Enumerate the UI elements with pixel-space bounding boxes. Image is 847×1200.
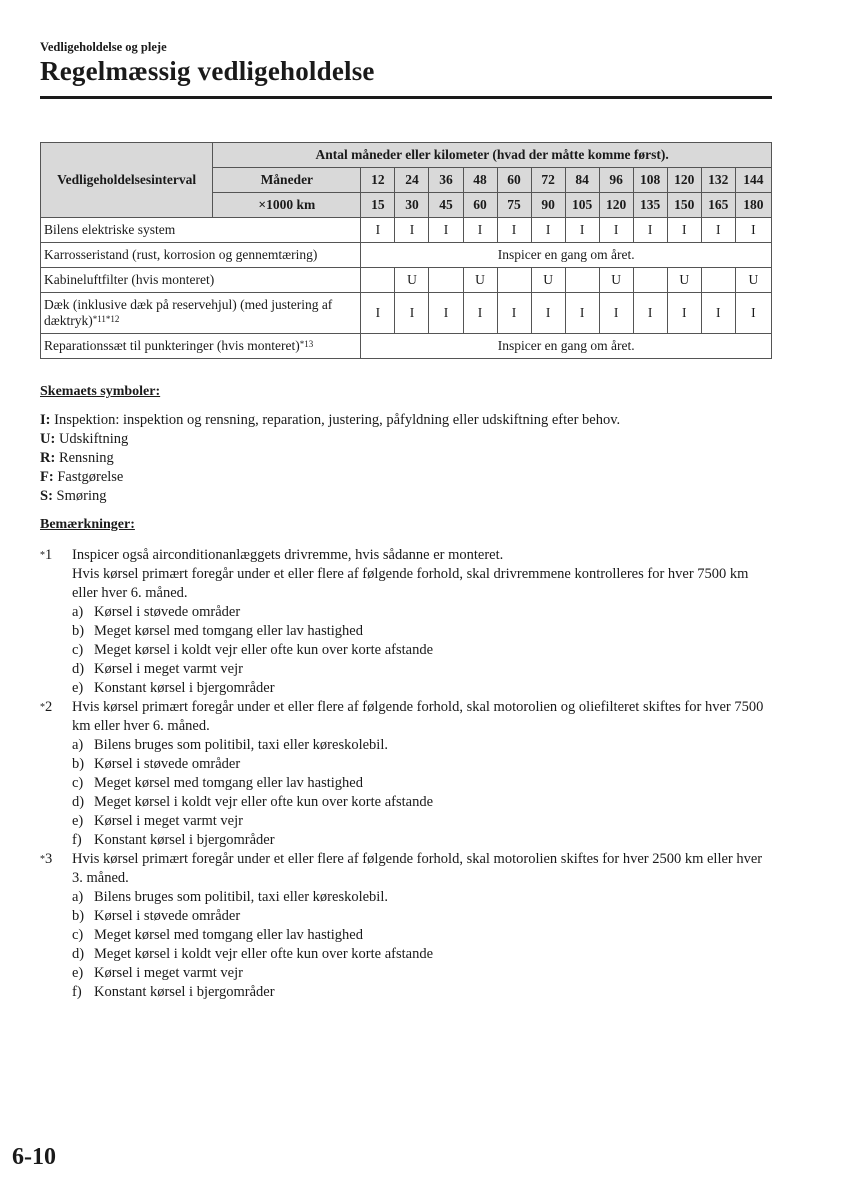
month-header: 60 <box>497 168 531 193</box>
schedule-cell: U <box>463 268 497 293</box>
subitem-text: Meget kørsel i koldt vejr eller ofte kun over korte afstande <box>94 794 434 810</box>
subitem-letter: d) <box>72 946 85 962</box>
months-label: Måneder <box>213 168 361 193</box>
schedule-cell: I <box>429 218 463 243</box>
subitem-text: Meget kørsel i koldt vejr eller ofte kun over korte afstande <box>94 642 434 658</box>
schedule-cell: I <box>599 218 633 243</box>
month-header: 132 <box>701 168 735 193</box>
note-number: 1 <box>45 547 53 563</box>
km-header: 120 <box>599 193 633 218</box>
month-header: 84 <box>565 168 599 193</box>
note-subitem <box>72 812 775 831</box>
subitem-letter: a) <box>72 737 84 753</box>
note-subitem <box>72 983 775 1002</box>
row-footnote-ref: *13 <box>299 339 314 349</box>
note-number: 2 <box>45 699 53 715</box>
subitem-text: Bilens bruges som politibil, taxi eller køreskolebil. <box>94 737 388 753</box>
schedule-cell: I <box>463 293 497 334</box>
table-row <box>41 218 772 243</box>
km-header: 30 <box>395 193 429 218</box>
symbol-item <box>40 487 780 506</box>
km-header: 90 <box>531 193 565 218</box>
note-line: Hvis kørsel primært foregår under et eller flere af følgende forhold, skal motorolien og oliefilteret skiftes for hver 7500 km eller hver 6. måned. <box>72 699 764 734</box>
schedule-cell: U <box>599 268 633 293</box>
note-asterisk: * <box>40 550 45 561</box>
subitem-letter: c) <box>72 775 84 791</box>
title-rule <box>40 96 772 99</box>
schedule-cell <box>633 268 667 293</box>
schedule-cell: I <box>565 293 599 334</box>
subitem-text: Konstant kørsel i bjergområder <box>94 832 275 848</box>
note-subitem <box>72 926 775 945</box>
km-header: 150 <box>667 193 701 218</box>
subitem-text: Kørsel i støvede områder <box>94 908 241 924</box>
note-marker <box>40 546 52 565</box>
month-header: 48 <box>463 168 497 193</box>
symbol-text: Udskiftning <box>55 431 129 447</box>
month-header: 144 <box>735 168 771 193</box>
row-item-label <box>41 334 361 359</box>
schedule-cell: U <box>735 268 771 293</box>
symbol-text: Fastgørelse <box>53 469 124 485</box>
km-header: 105 <box>565 193 599 218</box>
note-subitem <box>72 888 775 907</box>
subitem-text: Kørsel i støvede områder <box>94 604 241 620</box>
note-subitem <box>72 964 775 983</box>
table-row <box>41 243 772 268</box>
subitem-letter: d) <box>72 794 85 810</box>
schedule-cell: I <box>531 218 565 243</box>
subitem-text: Meget kørsel i koldt vejr eller ofte kun over korte afstande <box>94 946 434 962</box>
km-header: 180 <box>735 193 771 218</box>
schedule-cell: I <box>361 218 395 243</box>
note-item <box>40 546 775 698</box>
subitem-text: Kørsel i meget varmt vejr <box>94 965 243 981</box>
schedule-cell: U <box>531 268 565 293</box>
table-row <box>41 334 772 359</box>
note-subitem <box>72 603 775 622</box>
subitem-text: Konstant kørsel i bjergområder <box>94 680 275 696</box>
note-number: 3 <box>45 851 53 867</box>
symbol-item <box>40 449 780 468</box>
schedule-cell: I <box>735 293 771 334</box>
row-item-text: Kabineluftfilter (hvis monteret) <box>44 272 215 287</box>
km-label: ×1000 km <box>213 193 361 218</box>
symbol-key: F: <box>40 469 54 485</box>
row-item-text: Karrosseristand (rust, korrosion og gennemtæring) <box>44 247 318 262</box>
note-line: Hvis kørsel primært foregår under et eller flere af følgende forhold, skal drivremmene kontrolleres for hver 7500 km eller hver 6. måned. <box>72 566 749 601</box>
note-subitem <box>72 679 775 698</box>
row-span-cell: Inspicer en gang om året. <box>361 243 772 268</box>
note-subitem <box>72 831 775 850</box>
schedule-cell <box>497 268 531 293</box>
schedule-cell: I <box>429 293 463 334</box>
row-item-text: Dæk (inklusive dæk på reservehjul) (med justering af dæktryk) <box>44 297 333 328</box>
schedule-cell <box>701 268 735 293</box>
schedule-cell: I <box>701 218 735 243</box>
row-item-label <box>41 218 361 243</box>
subitem-letter: e) <box>72 965 84 981</box>
subitem-letter: c) <box>72 642 84 658</box>
symbol-text: Rensning <box>55 450 114 466</box>
km-header: 75 <box>497 193 531 218</box>
table-row <box>41 293 772 334</box>
month-header: 36 <box>429 168 463 193</box>
schedule-cell: I <box>599 293 633 334</box>
note-subitem <box>72 945 775 964</box>
schedule-cell <box>565 268 599 293</box>
symbol-item <box>40 468 780 487</box>
interval-header: Vedligeholdelsesinterval <box>41 143 213 218</box>
symbols-heading: Skemaets symboler: <box>40 384 161 399</box>
note-asterisk: * <box>40 854 45 865</box>
note-subitem <box>72 622 775 641</box>
schedule-cell: I <box>463 218 497 243</box>
row-item-text: Reparationssæt til punkteringer (hvis monteret) <box>44 338 300 353</box>
subitem-text: Meget kørsel med tomgang eller lav hastighed <box>94 623 363 639</box>
subitem-letter: a) <box>72 889 84 905</box>
symbol-key: I: <box>40 412 51 428</box>
subitem-letter: b) <box>72 623 85 639</box>
subitem-letter: e) <box>72 680 84 696</box>
month-header: 120 <box>667 168 701 193</box>
note-subitem <box>72 755 775 774</box>
schedule-cell: I <box>531 293 565 334</box>
notes-heading: Bemærkninger: <box>40 517 135 532</box>
symbol-item <box>40 430 780 449</box>
symbol-key: R: <box>40 450 56 466</box>
note-asterisk: * <box>40 702 45 713</box>
subitem-text: Meget kørsel med tomgang eller lav hastighed <box>94 775 363 791</box>
note-subitem <box>72 907 775 926</box>
km-header: 15 <box>361 193 395 218</box>
subitem-text: Konstant kørsel i bjergområder <box>94 984 275 1000</box>
note-subitem <box>72 641 775 660</box>
symbols-list <box>40 411 780 506</box>
row-item-label <box>41 268 361 293</box>
subitem-letter: d) <box>72 661 85 677</box>
km-header: 45 <box>429 193 463 218</box>
row-item-label <box>41 243 361 268</box>
symbol-item <box>40 411 780 430</box>
row-item-label <box>41 293 361 334</box>
month-header: 12 <box>361 168 395 193</box>
page-number: 6-10 <box>12 1144 56 1170</box>
symbol-text: Inspektion: inspektion og rensning, reparation, justering, påfyldning eller udskiftning efter behov. <box>50 412 621 428</box>
schedule-cell: I <box>361 293 395 334</box>
table-row <box>41 268 772 293</box>
schedule-cell <box>429 268 463 293</box>
note-marker <box>40 850 52 869</box>
subitem-letter: b) <box>72 756 85 772</box>
section-label: Vedligeholdelse og pleje <box>40 40 167 54</box>
schedule-cell: I <box>497 293 531 334</box>
notes-list <box>40 546 775 1002</box>
note-marker <box>40 698 52 717</box>
subitem-text: Kørsel i støvede områder <box>94 756 241 772</box>
month-header: 72 <box>531 168 565 193</box>
month-header: 96 <box>599 168 633 193</box>
schedule-cell: I <box>395 218 429 243</box>
note-line: Hvis kørsel primært foregår under et eller flere af følgende forhold, skal motorolien skiftes for hver 2500 km eller hver 3. måned. <box>72 851 763 886</box>
note-subitem <box>72 774 775 793</box>
subitem-letter: f) <box>72 984 82 1000</box>
schedule-cell: I <box>633 218 667 243</box>
schedule-cell: I <box>497 218 531 243</box>
schedule-cell: U <box>667 268 701 293</box>
maintenance-schedule-table <box>40 142 772 359</box>
row-item-text: Bilens elektriske system <box>44 222 176 237</box>
subitem-letter: e) <box>72 813 84 829</box>
subitem-text: Meget kørsel med tomgang eller lav hastighed <box>94 927 363 943</box>
span-header: Antal måneder eller kilometer (hvad der måtte komme først). <box>213 143 772 168</box>
schedule-cell: I <box>667 293 701 334</box>
schedule-cell: I <box>735 218 771 243</box>
row-span-cell: Inspicer en gang om året. <box>361 334 772 359</box>
subitem-letter: b) <box>72 908 85 924</box>
page-title: Regelmæssig vedligeholdelse <box>40 56 375 86</box>
schedule-cell: I <box>667 218 701 243</box>
symbol-key: U: <box>40 431 56 447</box>
note-subitem <box>72 736 775 755</box>
note-item <box>40 698 775 850</box>
symbol-key: S: <box>40 488 53 504</box>
note-line: Inspicer også airconditionanlæggets drivremme, hvis sådanne er monteret. <box>72 547 504 563</box>
km-header: 135 <box>633 193 667 218</box>
note-subitem <box>72 660 775 679</box>
km-header: 60 <box>463 193 497 218</box>
month-header: 108 <box>633 168 667 193</box>
row-footnote-ref: *11*12 <box>92 314 120 324</box>
subitem-letter: c) <box>72 927 84 943</box>
subitem-text: Kørsel i meget varmt vejr <box>94 813 243 829</box>
symbol-text: Smøring <box>52 488 107 504</box>
schedule-cell <box>361 268 395 293</box>
schedule-cell: I <box>701 293 735 334</box>
subitem-text: Bilens bruges som politibil, taxi eller køreskolebil. <box>94 889 388 905</box>
subitem-letter: a) <box>72 604 84 620</box>
subitem-letter: f) <box>72 832 82 848</box>
subitem-text: Kørsel i meget varmt vejr <box>94 661 243 677</box>
schedule-cell: I <box>395 293 429 334</box>
month-header: 24 <box>395 168 429 193</box>
schedule-cell: I <box>633 293 667 334</box>
note-subitem <box>72 793 775 812</box>
note-item <box>40 850 775 1002</box>
km-header: 165 <box>701 193 735 218</box>
schedule-cell: I <box>565 218 599 243</box>
schedule-cell: U <box>395 268 429 293</box>
